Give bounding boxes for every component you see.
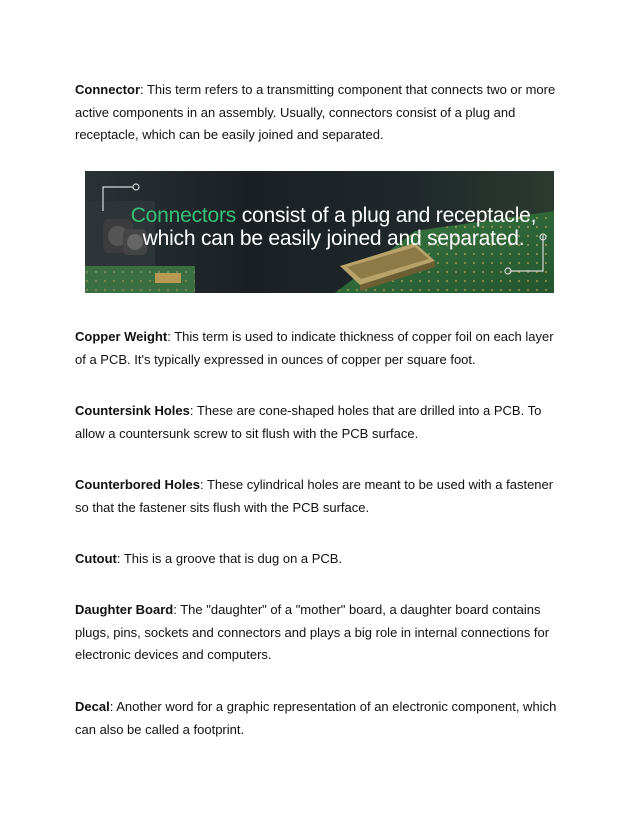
term-decal: Decal	[75, 699, 110, 714]
connector-banner-image	[85, 171, 554, 293]
definition-decal: : Another word for a graphic representation of an electronic component, which can also be called a footprint.	[75, 699, 557, 737]
definition-countersink-holes: : These are cone-shaped holes that are drilled into a PCB. To allow a countersunk screw to sit flush with the PCB surface.	[75, 403, 542, 441]
term-connector: Connector	[75, 82, 140, 97]
banner-caption-line-2: which can be easily joined and separated.	[142, 227, 525, 250]
definition-counterbored-holes: : These cylindrical holes are meant to be used with a fastener so that the fastener sits flush with the PCB surface.	[75, 477, 554, 515]
banner-highlight-word: Connectors	[130, 204, 237, 227]
definition-cutout: : This is a groove that is dug on a PCB.	[116, 551, 343, 566]
glossary-entry-daughter-board	[75, 599, 567, 667]
glossary-entry-cutout	[75, 548, 567, 571]
term-counterbored-holes: Counterbored Holes	[75, 477, 200, 492]
glossary-entry-copper-weight	[75, 326, 567, 371]
glossary-entry-connector	[75, 79, 567, 147]
banner-caption-line-1	[99, 204, 554, 228]
term-countersink-holes: Countersink Holes	[75, 403, 190, 418]
glossary-entry-countersink-holes	[75, 400, 567, 445]
definition-copper-weight: : This term is used to indicate thickness of copper foil on each layer of a PCB. It's typically expressed in ounces of copper per square foot.	[75, 329, 554, 367]
term-cutout: Cutout	[75, 551, 117, 566]
banner-line-1-rest: consist of a plug and receptacle,	[236, 204, 537, 227]
definition-daughter-board: : The "daughter" of a "mother" board, a daughter board contains plugs, pins, sockets and connectors and plays a big role in internal connections for electronic devices and computers.	[75, 602, 550, 662]
glossary-entry-counterbored-holes	[75, 474, 567, 519]
glossary-entry-decal	[75, 696, 567, 741]
term-copper-weight: Copper Weight	[75, 329, 168, 344]
term-daughter-board: Daughter Board	[75, 602, 174, 617]
definition-connector: : This term refers to a transmitting component that connects two or more active components in an assembly. Usually, connectors consist of a plug and receptacle, which can be easily joined and separated.	[75, 82, 556, 142]
